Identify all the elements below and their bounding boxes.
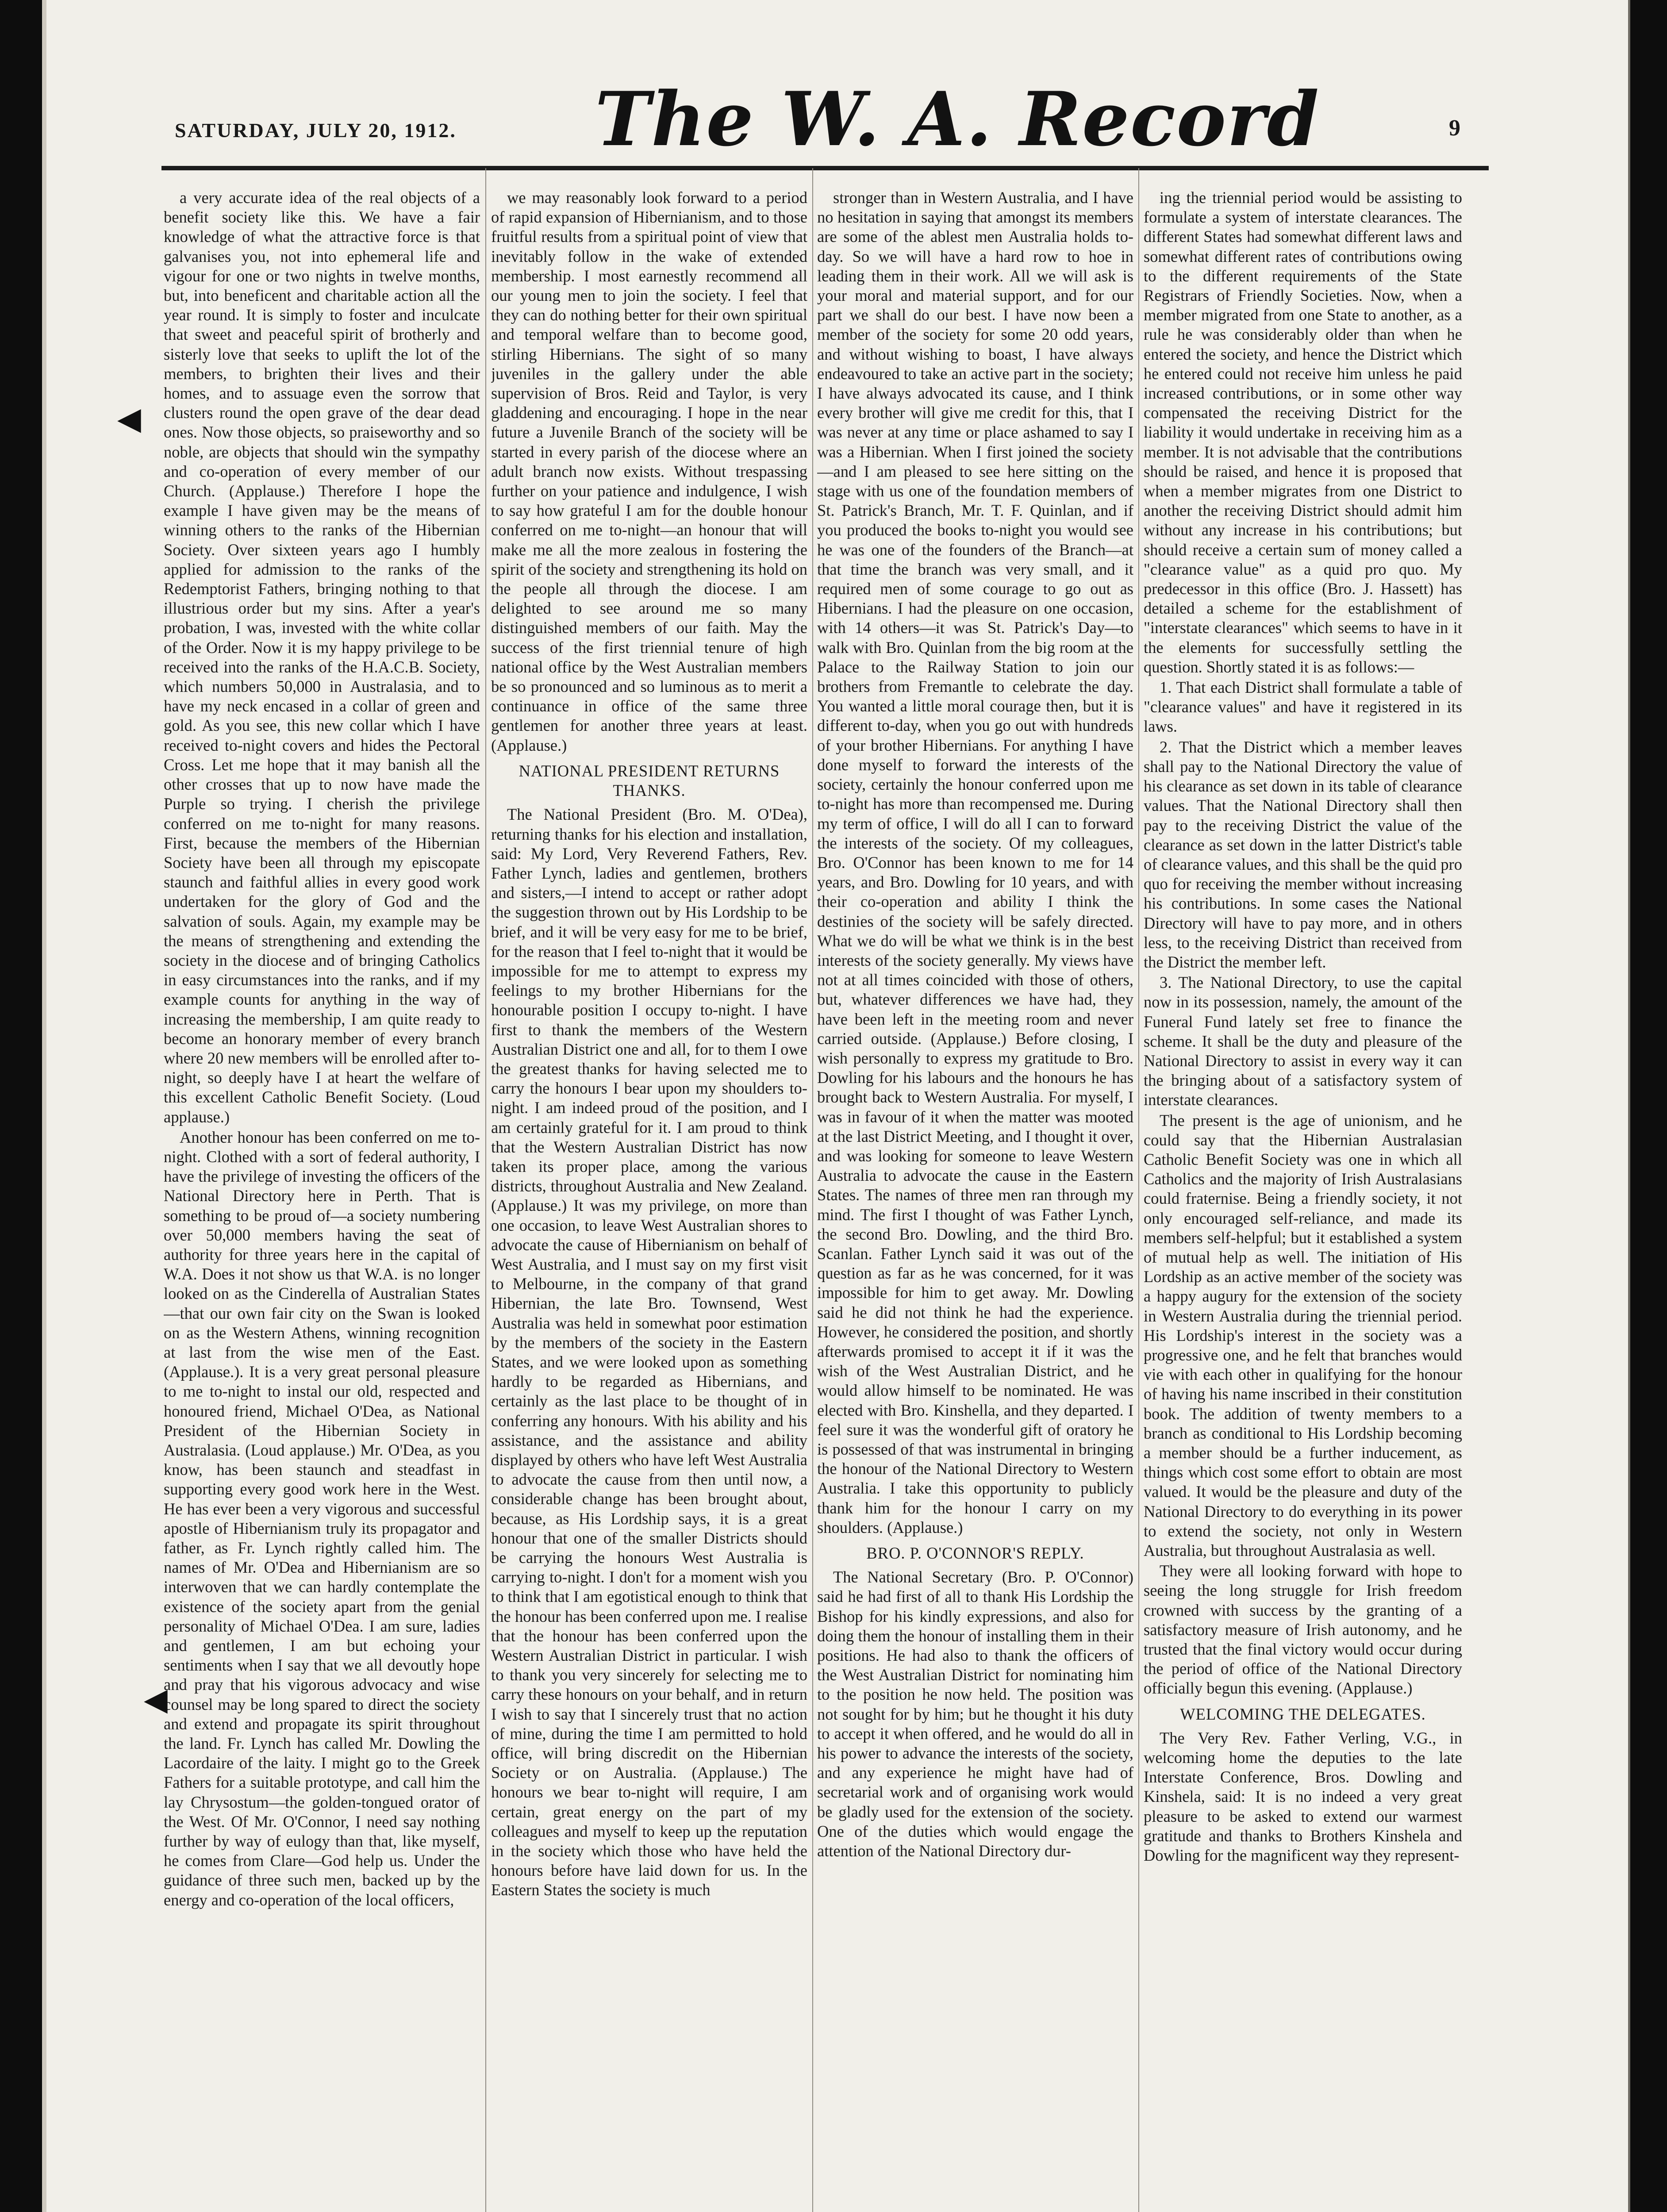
article-paragraph: The National Secretary (Bro. P. O'Connor) said he had first of all to thank His Lordship the Bishop for his kindly expressions, and also for doing them the honour of installing them in their positions. He had also to thank the officers of the West Australian District for nominating him to the position he now held. The position was not sought for by him; but he thought it his duty to accept it when offered, and he would do all in his power to advance the interests of the society, and any experience he might have had of secretarial work and of organising work would be gladly used for the extension of the society. One of the duties which would engage the attention of the National Directory dur- (817, 1568, 1133, 1860)
article-paragraph: The National President (Bro. M. O'Dea), returning thanks for his election and installation, said: My Lord, Very Reverend Fathers, Rev. Father Lynch, ladies and gentlemen, brothers and sisters,—I intend to accept or rather adopt the suggestion thrown out by His Lordship to be brief, and it will be very easy for me to be brief, for the reason that I feel to-night that it would be impossible for me to attempt to express my feelings to my brother Hibernians for the honourable position I occupy to-night. I have first to thank the members of the Western Australian District one and all, for to them I owe the greatest thanks for having selected me to carry the honours I bear upon my shoulders to-night. I am indeed proud of the position, and I am certainly grateful for it. I am proud to think that the Western Australian District has now taken its proper place, among the various districts, throughout Australia and New Zealand. (Applause.) It was my privilege, on more than one occasion, to leave West Australian shores to advocate the cause of Hibernianism on behalf of West Australia, and I must say on my first visit to Melbourne, in the company of that grand Hibernian, the late Bro. Townsend, West Australia was held in somewhat poor estimation by the members of the society in the Eastern States, and we were looked upon as something hardly to be regarded as Hibernians, and certainly as the last place to be thought of in conferring any honours. With his ability and his assistance, and the assistance and ability displayed by others who have left West Australia to advocate the cause from then until now, a considerable change has been brought about, because, as His Lordship says, it is a great honour that one of the smaller Districts should be carrying the honours West Australia is carrying to-night. I don't for a moment wish you to think that I am egotistical enough to think that the honour has been conferred upon me. I realise that the honour has been conferred upon the Western Australian District in particular. I wish to thank you very sincerely for selecting me to carry these honours on your behalf, and in return I wish to say that I sincerely trust that no action of mine, during the time I am permitted to hold office, will bring discredit on the Hibernian Society or on Australia. (Applause.) The honours we bear to-night will require, I am certain, great energy on the part of my colleagues and myself to keep up the reputation in the society which those who have held the honours before have laid down for us. In the Eastern States the society is much (491, 805, 807, 1899)
masthead-rule (161, 166, 1489, 170)
article-paragraph: 2. That the District which a member leaves shall pay to the National Directory the value of his clearance as set down in its table of clearance values. That the National Directory shall then pay to the receiving District the value of the clearance as set down in the latter District's table of clearance values, and this shall be the quid pro quo for receiving the member without increasing his contributions. In some cases the National Directory will have to pay more, and in others less, to the receiving District than received from the District the member left. (1144, 737, 1462, 971)
margin-mark: ◀ (144, 1681, 168, 1717)
issue-date: SATURDAY, JULY 20, 1912. (175, 119, 457, 142)
article-paragraph: stronger than in Western Australia, and I have no hesitation in saying that amongst its members are some of the ablest men Australia holds to-day. So we will have a hard row to hoe in leading them in their work. All we will ask is your moral and material support, and for our part we shall do our best. I have now been a member of the society for some 20 odd years, and without wishing to boast, I have always endeavoured to take an active part in the society; I have always advocated its cause, and I think every brother will give me credit for this, that I was never at any time or place ashamed to say I was a Hibernian. When I first joined the society—and I am pleased to see here sitting on the stage with us one of the foundation members of St. Patrick's Branch, Mr. T. F. Quinlan, and if you produced the books to-night you would see he was one of the founders of the Branch—at that time the branch was very small, and it required men of some courage to go out as Hibernians. I had the pleasure on one occasion, with 14 others—it was St. Patrick's Day—to walk with Bro. Quinlan from the big room at the Palace to the Railway Station to join our brothers from Fremantle to celebrate the day. You wanted a little moral courage then, but it is different to-day, when you go out with hundreds of your brother Hibernians. For anything I have done myself to forward the interests of the society, certainly the honour conferred upon me to-night has more than recompensed me. During my term of office, I will do all I can to forward the interests of the society. Of my colleagues, Bro. O'Connor has been known to me for 14 years, and Bro. Dowling for 10 years, and with their co-operation and ability I think the destinies of the society will be safely directed. What we do will be what we think is in the best interests of the society generally. My views have not at all times coincided with those of others, but, whatever differences we have had, they have been left in the meeting room and never carried outside. (Applause.) Before closing, I wish personally to express my gratitude to Bro. Dowling for his labours and the honours he has brought back to Western Australia. For myself, I was in favour of it when the matter was mooted at the last District Meeting, and I thought it over, and was looking for someone to leave Western Australia to advocate the cause in the Eastern States. The names of three men ran through my mind. The first I thought of was Father Lynch, the second Bro. Dowling, and the third Bro. Scanlan. Father Lynch said it was out of the question as far as he was concerned, for it was impossible for him to get away. Mr. Dowling said he did not think he had the experience. However, he considered the position, and shortly afterwards promised to accept it if it was the wish of the West Australian District, and he would allow himself to be nominated. He was elected with Bro. Kinshella, and they departed. I feel sure it was the wonderful gift of oratory he is possessed of that was instrumental in bringing the honour of the National Directory to Western Australia. I take this opportunity to publicly thank him for the honour I carry on my shoulders. (Applause.) (817, 188, 1133, 1536)
column-divider (1138, 168, 1139, 2212)
masthead (42, 66, 1630, 181)
column-divider (812, 168, 813, 2212)
page-edge (1628, 0, 1630, 2212)
section-heading: WELCOMING THE DELEGATES. (1180, 1705, 1426, 1723)
article-paragraph: we may reasonably look forward to a period of rapid expansion of Hibernianism, and to those fruitful results from a spiritual point of view that inevitably follow in the wake of extended membership. I most earnestly recommend all our young men to join the society. I feel that they can do nothing better for their own spiritual and temporal welfare than to become good, stirling Hibernians. The sight of so many juveniles in the gallery under the able supervision of Bros. Reid and Taylor, is very gladdening and encouraging. I hope in the near future a Juvenile Branch of the society will be started in every parish of the diocese where an adult branch now exists. Without trespassing further on your patience and indulgence, I wish to say how grateful I am for the double honour conferred on me to-night—an honour that will make me all the more zealous in fostering the spirit of the society and strengthening its hold on the people all through the diocese. I am delighted to see around me so many distinguished members of our faith. May the success of the first triennial tenure of high national office by the West Australian members be so pronounced and so luminous as to merit a continuance in office of the same three gentlemen for another three years at least. (Applause.) (491, 188, 807, 754)
newspaper-title: The W. A. Record (595, 75, 1320, 163)
article-column-4 (1144, 188, 1462, 2212)
article-paragraph: Another honour has been conferred on me to-night. Clothed with a sort of federal authority, I have the privilege of investing the officers of the National Directory here in Perth. That is something to be proud of—a society numbering over 50,000 members having the seat of authority for three years here in the capital of W.A. Does it not show us that W.A. is no longer looked on as the Cinderella of Australian States—that our own fair city on the Swan is looked on as the Western Athens, winning recognition at last from the wise men of the East. (Applause.). It is a very great personal pleasure to me to-night to instal our old, respected and honoured friend, Michael O'Dea, as National President of the Hibernian Society in Australasia. (Loud applause.) Mr. O'Dea, as you know, has been staunch and steadfast in supporting every good work here in the West. He has ever been a very vigorous and successful apostle of Hibernianism truly its propagator and father, as Fr. Lynch rightly called him. The names of Mr. O'Dea and Hibernianism are so interwoven that we can hardly contemplate the existence of the society apart from the genial personality of Michael O'Dea. I am sure, ladies and gentlemen, I am but echoing your sentiments when I say that we all devoutly hope and pray that his vigorous advocacy and wise counsel may be long spared to direct the society and extend and propagate its spirit throughout the land. Fr. Lynch has called Mr. Dowling the Lacordaire of the laity. I might go to the Greek Fathers for a suitable prototype, and call him the lay Chrysostum—the golden-tongued orator of the West. Of Mr. O'Connor, I need say nothing further by way of eulogy than that, like myself, he comes from Clare—God help us. Under the guidance of three such men, backed up by the energy and co-operation of the local officers, (164, 1128, 480, 1909)
section-heading: BRO. P. O'CONNOR'S REPLY. (866, 1544, 1084, 1563)
column-divider (485, 168, 486, 2212)
article-column-2 (491, 188, 807, 2212)
article-paragraph: The present is the age of unionism, and he could say that the Hibernian Australasian Catholic Benefit Society was one in which all Catholics and the majority of Irish Australasians could fraternise. Being a friendly society, it not only encouraged self-reliance, and made its members self-helpful; but it established a system of mutual help as well. The initiation of His Lordship as an active member of the society was a happy augury for the extension of the society in Western Australia during the triennial period. His Lordship's interest in the society was a progressive one, and he felt that branches would vie with each other in qualifying for the honour of having his name inscribed in their constitution book. The addition of twenty members to a branch as conditional to His Lordship becoming a member should be a further inducement, as things which cost some effort to obtain are most valued. It would be the pleasure and duty of the National Directory to do everything in its power to extend the society, not only in Western Australia, but throughout Australasia as well. (1144, 1111, 1462, 1560)
article-column-3 (817, 188, 1133, 2212)
article-paragraph: The Very Rev. Father Verling, V.G., in welcoming home the deputies to the late Interstate Conference, Bros. Dowling and Kinshela, said: It is no indeed a very great pleasure to be asked to extend our warmest gratitude and thanks to Brothers Kinshela and Dowling for the magnificent way they represent- (1144, 1728, 1462, 1865)
article-column-1 (164, 188, 480, 2212)
article-paragraph: ing the triennial period would be assisting to formulate a system of interstate clearances. The different States had somewhat different laws and somewhat different rates of contributions owing to the different requirements of the State Registrars of Friendly Societies. Now, when a member migrated from one State to another, as a rule he was considerably older than when he entered the society, and hence the District which he entered could not receive him unless he paid increased contributions, or in some other way compensated the receiving District for the liability it would undertake in receiving him as a member. It is not advisable that the contributions should be raised, and hence it is proposed that when a member migrates from one District to another the receiving District should admit him without any increase in his contributions; but should receive a certain sum of money called a "clearance value" as a quid pro quo. My predecessor in this office (Bro. J. Hassett) has detailed a scheme for the establishment of "interstate clearances" which seems to have in it the elements for successfully settling the question. Shortly stated it is as follows:— (1144, 188, 1462, 676)
margin-mark: ◀ (117, 400, 141, 437)
newspaper-page (42, 0, 1630, 2212)
article-paragraph: They were all looking forward with hope to seeing the long struggle for Irish freedom crowned with success by the granting of a satisfactory measure of Irish autonomy, and he trusted that the final victory would occur during the period of office of the National Directory officially begun this evening. (Applause.) (1144, 1562, 1462, 1697)
article-paragraph: 1. That each District shall formulate a table of "clearance values" and have it registered in its laws. (1144, 678, 1462, 736)
article-paragraph: 3. The National Directory, to use the capital now in its possession, namely, the amount of the Funeral Fund lately set free to finance the scheme. It shall be the duty and pleasure of the National Directory to assist in every way it can the bringing about of a satisfactory system of interstate clearances. (1144, 973, 1462, 1109)
section-heading: NATIONAL PRESIDENT RETURNS THANKS. (519, 761, 780, 800)
page-number: 9 (1449, 115, 1460, 141)
article-paragraph: a very accurate idea of the real objects of a benefit society like this. We have a fair knowledge of what the attractive force is that galvanises you, not into ephemeral life and vigour for one or two nights in twelve months, but, into beneficent and charitable action all the year round. It is simply to foster and inculcate that sweet and peaceful spirit of brotherly and sisterly love that seeks to uplift the lot of the members, to brighten their lives and their homes, and to assuage even the sorrow that clusters round the open grave of the dear dead ones. Now those objects, so praiseworthy and so noble, are objects that should win the sympathy and co-operation of every member of our Church. (Applause.) Therefore I hope the example I have given may be the means of winning others to the ranks of the Hibernian Society. Over sixteen years ago I humbly applied for admission to the ranks of the Redemptorist Fathers, bringing nothing to that illustrious order but my sins. After a year's probation, I was, invested with the white collar of the Order. Now it is my happy privilege to be received into the ranks of the H.A.C.B. Society, which numbers 50,000 in Australasia, and to have my neck encased in a collar of green and gold. As you see, this new collar which I have received to-night covers and hides the Pectoral Cross. Let me hope that it may banish all the other crosses that up to now have made the Purple so trying. I cherish the privilege conferred on me to-night for many reasons. First, because the members of the Hibernian Society have been all through my episcopate staunch and faithful allies in every good work undertaken for the glory of God and the salvation of souls. Again, my example may be the means of strengthening and extending the society in the diocese and of bringing Catholics in easy circumstances into the ranks, and if my example counts for anything in the way of increasing the membership, I am quite ready to become an honorary member of every branch where 20 new members will be enrolled after to-night, so deeply have I at heart the welfare of this excellent Catholic Benefit Society. (Loud applause.) (164, 188, 480, 1126)
